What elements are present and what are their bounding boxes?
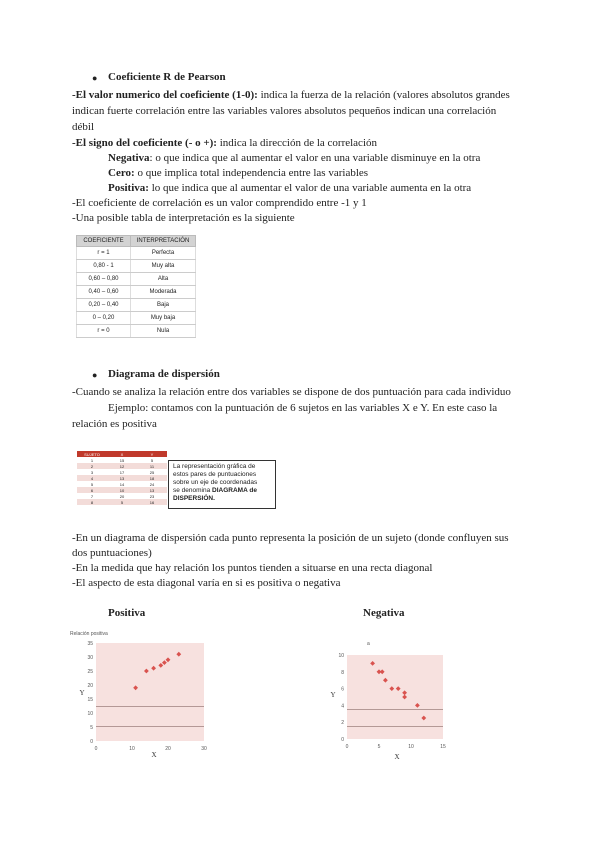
y-tick-label: 8 [341, 669, 344, 676]
y-tick-label: 4 [341, 703, 344, 710]
chart-subtitle: Relación positiva [70, 631, 108, 637]
text-line: relación es positiva [72, 418, 157, 430]
note-line: DISPERSIÓN. [173, 495, 215, 502]
y-axis-label: Y [79, 689, 85, 697]
note-line: estos pares de puntuaciones [173, 471, 257, 478]
y-tick-label: 30 [87, 655, 93, 661]
table-row: 3 17 25 [77, 469, 167, 475]
x-axis-label: X [151, 751, 157, 759]
y-tick-label: 25 [87, 669, 93, 675]
table-row: 6 10 13 [77, 487, 167, 493]
y-axis-label: Y [330, 691, 336, 699]
chart-title-negativa: Negativa [363, 607, 405, 619]
text-line: -Cuando se analiza la relación entre dos variables se dispone de dos puntuación para cada individuo [72, 386, 511, 398]
section-heading-pearson: Coeficiente R de Pearson [108, 71, 226, 83]
text-line: -En un diagrama de dispersión cada punto representa la posición de un sujeto (donde confluyen sus [72, 532, 509, 544]
table-header: COEFICIENTE [77, 236, 131, 247]
text-line-cero: Cero: o que implica total independencia entre las variables [108, 167, 369, 179]
y-tick-label: 15 [87, 697, 93, 703]
y-tick-label: 10 [338, 653, 344, 659]
table-row: 0,80 - 1 Muy alta [77, 260, 196, 273]
table-row: 1 15 5 [77, 457, 167, 463]
x-tick-label: 0 [94, 746, 98, 752]
scatter-chart-positive [68, 625, 218, 760]
text-line-negativa: Negativa: o que indica que al aumentar el valor en una variable disminuye en la otra [108, 152, 481, 164]
text-line: -En la medida que hay relación los puntos tienden a situarse en una recta diagonal [72, 562, 433, 574]
y-tick-label: 6 [341, 686, 344, 693]
note-line: sobre un eje de coordenadas [173, 479, 258, 486]
table-row: 0 – 0,20 Muy baja [77, 312, 196, 325]
correlation-table [76, 235, 196, 338]
table-header: SUJETO [77, 451, 107, 457]
x-tick-label: 15 [440, 744, 446, 750]
table-row: 4 13 18 [77, 475, 167, 481]
table-row: 2 12 11 [77, 463, 167, 469]
text-line: débil [72, 121, 94, 133]
text-line: -El signo del coeficiente (- o +): indica la dirección de la correlación [72, 137, 377, 149]
text-line: indican fuerte correlación entre las variables valores absolutos pequeños indican una correlación [72, 105, 497, 117]
table-row: 8 5 16 [77, 499, 167, 505]
table-header: X [107, 451, 137, 457]
text-line: -El valor numerico del coeficiente (1-0): indica la fuerza de la relación (valores absolutos grandes [72, 89, 510, 101]
section-heading-dispersion: Diagrama de dispersión [108, 368, 220, 380]
text-line: -Una posible tabla de interpretación es la siguiente [72, 212, 295, 224]
text-line: -El aspecto de esta diagonal varía en si es positiva o negativa [72, 577, 341, 589]
dispersion-note-box [168, 460, 276, 509]
bullet-icon: ● [92, 370, 98, 380]
y-tick-label: 5 [90, 725, 93, 731]
table-row: 7 20 23 [77, 493, 167, 499]
x-tick-label: 0 [345, 744, 349, 750]
x-tick-label: 10 [129, 746, 135, 752]
chart-title-positiva: Positiva [108, 607, 146, 619]
table-row: 0,60 – 0,80 Alta [77, 273, 196, 286]
text-line: -El coeficiente de correlación es un valor comprendido entre -1 y 1 [72, 197, 367, 209]
y-tick-label: 0 [341, 737, 344, 743]
y-tick-label: 2 [341, 720, 344, 727]
x-axis-label: X [394, 753, 400, 760]
chart-subtitle: a [367, 641, 370, 647]
x-tick-label: 30 [201, 746, 207, 752]
note-line: se denomina DIAGRAMA de [173, 487, 257, 494]
table-header: Y [137, 451, 167, 457]
table-row: r = 0 Nula [77, 325, 196, 338]
scatter-chart-positive-svg [68, 625, 218, 760]
x-tick-label: 5 [377, 744, 381, 750]
scatter-chart-negative-svg [325, 635, 455, 760]
table-row: 0,40 – 0,60 Moderada [77, 286, 196, 299]
x-tick-label: 20 [165, 746, 171, 752]
y-tick-label: 0 [90, 739, 93, 745]
table-row: 0,20 – 0,40 Baja [77, 299, 196, 312]
y-tick-label: 10 [87, 711, 93, 717]
x-tick-label: 10 [408, 744, 414, 750]
y-tick-label: 35 [87, 641, 93, 647]
table-header: INTERPRETACIÓN [131, 236, 196, 247]
table-row: 5 14 24 [77, 481, 167, 487]
text-line: Ejemplo: contamos con la puntuación de 6 sujetos en las variables X e Y. En este caso la [108, 402, 498, 414]
scatter-chart-negative [325, 635, 455, 760]
y-tick-label: 20 [87, 683, 93, 689]
table-row: r = 1 Perfecta [77, 247, 196, 260]
text-line: dos puntuaciones) [72, 547, 152, 559]
subject-scores-table [77, 451, 167, 505]
note-line: La representación gráfica de [173, 463, 256, 470]
bullet-icon: ● [92, 73, 98, 83]
text-line-positiva: Positiva: lo que indica que al aumentar el valor de una variable aumenta en la otra [108, 182, 472, 194]
